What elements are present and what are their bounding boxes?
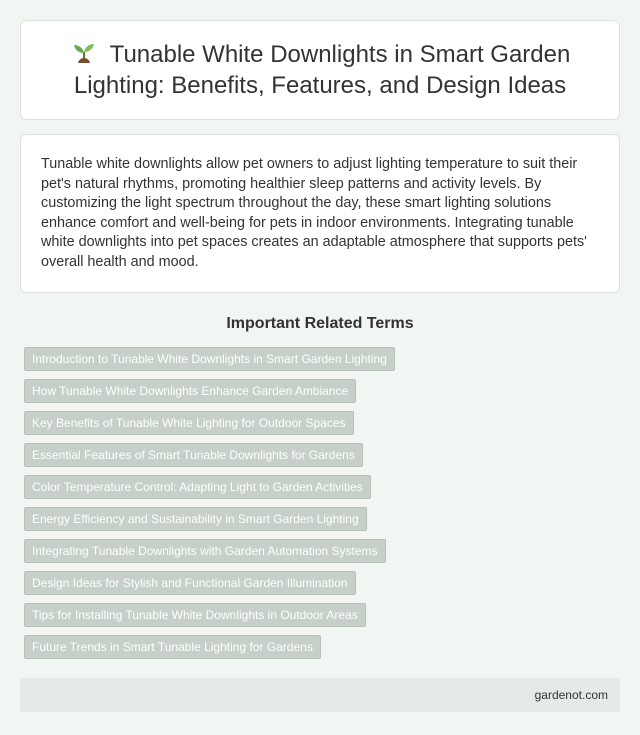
- footer-site-name: gardenot.com: [534, 688, 608, 702]
- title-card: [20, 20, 620, 120]
- related-term-link[interactable]: Design Ideas for Stylish and Functional Garden Illumination: [24, 571, 356, 595]
- footer-bar: [20, 678, 620, 712]
- related-term-link[interactable]: Tips for Installing Tunable White Downlights in Outdoor Areas: [24, 603, 366, 627]
- page-title-text: Tunable White Downlights in Smart Garden Lighting: Benefits, Features, and Design Ideas: [73, 41, 571, 99]
- related-term-link[interactable]: Essential Features of Smart Tunable Downlights for Gardens: [24, 443, 363, 467]
- intro-paragraph: Tunable white downlights allow pet owners to adjust lighting temperature to suit their pet's natural rhythms, promoting healthier sleep patterns and activity levels. By customizing the light spectrum throughout the day, these smart lighting solutions enhance comfort and well-being for pets in indoor environments. Integrating tunable white downlights into pet spaces creates an adaptable atmosphere that supports pets' overall health and mood.: [41, 156, 587, 270]
- related-terms-heading: Important Related Terms: [226, 315, 414, 332]
- related-term-link[interactable]: Energy Efficiency and Sustainability in Smart Garden Lighting: [24, 507, 367, 531]
- sprout-icon: [70, 42, 98, 64]
- related-term-link[interactable]: How Tunable White Downlights Enhance Garden Ambiance: [24, 379, 356, 403]
- related-term-link[interactable]: Key Benefits of Tunable White Lighting for Outdoor Spaces: [24, 411, 354, 435]
- related-term-link[interactable]: Color Temperature Control: Adapting Light to Garden Activities: [24, 475, 371, 499]
- related-terms-list: [20, 347, 620, 659]
- related-term-link[interactable]: Introduction to Tunable White Downlights in Smart Garden Lighting: [24, 347, 395, 371]
- related-term-link[interactable]: Future Trends in Smart Tunable Lighting for Gardens: [24, 635, 321, 659]
- intro-card: [20, 134, 620, 293]
- related-term-link[interactable]: Integrating Tunable Downlights with Garden Automation Systems: [24, 539, 386, 563]
- page-title: [41, 39, 599, 101]
